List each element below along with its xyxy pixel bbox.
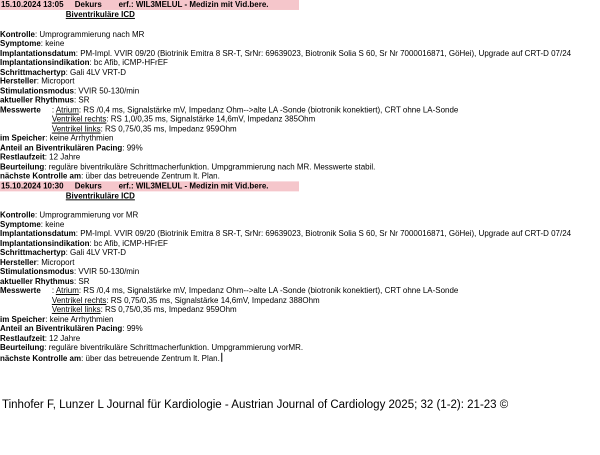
field-value: : VVIR 50-130/min bbox=[73, 267, 140, 277]
field-label: Stimulationsmodus bbox=[0, 267, 74, 277]
field-value: : 12 Jahre bbox=[44, 333, 81, 343]
field-speicher bbox=[0, 314, 598, 323]
entry-header[interactable] bbox=[0, 0, 299, 10]
field-label: aktueller Rhythmus bbox=[0, 276, 75, 286]
field-schrittmachertyp bbox=[0, 248, 598, 257]
field-kontrolle bbox=[0, 210, 598, 219]
messwerte-rows bbox=[52, 286, 458, 314]
field-naechste-kontrolle[interactable] bbox=[0, 352, 598, 362]
field-label: Symptome bbox=[0, 38, 41, 48]
entry-signer: erf.: WIL3MELUL - Medizin mit Vid.bere. bbox=[118, 180, 269, 190]
messwert-value: : RS /0,4 ms, Signalstärke mV, Impedanz Ohm-->alte LA -Sonde (biotronik konektiert), CRT ohne LA-Sonde bbox=[78, 105, 459, 115]
field-label: Messwerte bbox=[0, 105, 41, 115]
field-label: Kontrolle bbox=[0, 29, 35, 39]
messwert-name: Atrium bbox=[55, 286, 79, 296]
field-label: im Speicher bbox=[0, 133, 46, 143]
dekurs-entry-2 bbox=[0, 181, 598, 363]
field-value: : keine Arrhythmien bbox=[45, 314, 114, 324]
field-beurteilung bbox=[0, 343, 598, 352]
field-stimulationsmodus bbox=[0, 86, 598, 95]
messwert-row bbox=[52, 115, 458, 124]
field-value: : Umprogrammierung nach MR bbox=[34, 29, 145, 39]
field-label: Implantationsdatum bbox=[0, 48, 76, 58]
field-value: : Gali 4LV VRT-D bbox=[65, 248, 127, 258]
entry-title: Biventrikuläre ICD bbox=[65, 9, 135, 19]
field-value: : 99% bbox=[122, 323, 143, 333]
field-label: aktueller Rhythmus bbox=[0, 95, 75, 105]
field-label: Stimulationsmodus bbox=[0, 86, 74, 96]
field-label: Schrittmachertyp bbox=[0, 248, 66, 258]
messwert-row bbox=[52, 286, 458, 295]
field-label: Messwerte bbox=[0, 286, 41, 296]
field-implantationsdatum bbox=[0, 48, 598, 57]
field-label: Symptome bbox=[0, 219, 41, 229]
field-value: : keine Arrhythmien bbox=[45, 133, 114, 143]
field-messwerte bbox=[0, 105, 598, 133]
field-value: : PM-Impl. VVIR 09/20 (Biotrinik Emitra 8 SR-T, SrNr: 69639023, Biotronik Solia S 60, Sr Nr 7000016871, GöHei), Upgrade auf CRT-D 07/24 bbox=[75, 229, 572, 239]
field-value: : Umprogrammierung vor MR bbox=[34, 210, 139, 220]
field-value: : bc Afib, iCMP-HFrEF bbox=[89, 238, 168, 248]
messwert-name: Ventrikel rechts bbox=[51, 114, 107, 124]
entry-header[interactable] bbox=[0, 181, 299, 191]
field-label: nächste Kontrolle am bbox=[0, 353, 82, 363]
entry-signer: erf.: WIL3MELUL - Medizin mit Vid.bere. bbox=[118, 0, 269, 9]
field-value: : VVIR 50-130/min bbox=[73, 86, 140, 96]
field-label: Implantationsindikation bbox=[0, 238, 90, 248]
field-value: : 99% bbox=[122, 143, 143, 152]
field-label: Implantationsindikation bbox=[0, 57, 90, 67]
field-label: Beurteilung bbox=[0, 342, 45, 352]
field-value: : reguläre biventrikuläre Schrittmacherfunktion. Umpgrammierung vorMR. bbox=[44, 342, 304, 352]
messwert-name: Ventrikel rechts bbox=[51, 295, 107, 305]
field-value: : Gali 4LV VRT-D bbox=[65, 67, 127, 77]
field-symptome bbox=[0, 39, 598, 48]
field-label: Anteil an Biventrikulären Pacing bbox=[0, 143, 123, 152]
messwert-row bbox=[52, 296, 458, 305]
field-value: : SR bbox=[74, 95, 90, 105]
field-messwerte bbox=[0, 286, 598, 314]
field-value: : 12 Jahre bbox=[44, 152, 81, 162]
field-label: Hersteller bbox=[0, 76, 37, 86]
messwert-value: : RS /0,4 ms, Signalstärke mV, Impedanz Ohm-->alte LA -Sonde (biotronik konektiert), CRT ohne LA-Sonde bbox=[78, 286, 459, 296]
messwert-colon: : bbox=[51, 286, 55, 296]
field-label: Restlaufzeit bbox=[0, 152, 45, 162]
entry-date: 15.10.2024 10:30 bbox=[0, 180, 64, 190]
field-implantationsdatum bbox=[0, 229, 598, 238]
messwert-value: : RS 0,75/0,35 ms, Impedanz 959Ohm bbox=[100, 124, 237, 134]
field-label: Anteil an Biventrikulären Pacing bbox=[0, 323, 123, 333]
field-symptome bbox=[0, 220, 598, 229]
entry-kind: Dekurs bbox=[74, 180, 102, 190]
messwerte-rows bbox=[52, 105, 458, 133]
field-naechste-kontrolle bbox=[0, 171, 598, 180]
messwert-name: Atrium bbox=[55, 105, 79, 115]
field-implantationsindikation bbox=[0, 239, 598, 248]
field-stimulationsmodus bbox=[0, 267, 598, 276]
messwert-value: : RS 0,75/0,35 ms, Signalstärke 14,6mV, Impedanz 388Ohm bbox=[106, 295, 320, 305]
field-value: : Microport bbox=[36, 76, 75, 86]
messwert-value: : RS 0,75/0,35 ms, Impedanz 959Ohm bbox=[100, 304, 237, 314]
messwert-row bbox=[52, 105, 458, 114]
field-value: : über das betreuende Zentrum lt. Plan. bbox=[81, 353, 220, 363]
field-rhythmus bbox=[0, 277, 598, 286]
journal-citation: Tinhofer F, Lunzer L Journal für Kardiologie - Austrian Journal of Cardiology 2025; 32 (1-2): 21-23 © bbox=[2, 399, 509, 411]
field-label: Kontrolle bbox=[0, 210, 35, 220]
field-restlaufzeit bbox=[0, 333, 598, 342]
field-label: Beurteilung bbox=[0, 161, 45, 171]
field-schrittmachertyp bbox=[0, 67, 598, 76]
field-label: nächste Kontrolle am bbox=[0, 171, 82, 181]
messwert-row bbox=[52, 305, 458, 314]
field-label: Implantationsdatum bbox=[0, 229, 76, 239]
messwert-row bbox=[52, 124, 458, 133]
field-label: im Speicher bbox=[0, 314, 46, 324]
field-rhythmus bbox=[0, 96, 598, 105]
messwert-name: Ventrikel links bbox=[51, 124, 101, 134]
field-label: Hersteller bbox=[0, 257, 37, 267]
field-value: : über das betreuende Zentrum lt. Plan. bbox=[81, 171, 220, 181]
field-restlaufzeit bbox=[0, 152, 598, 161]
field-hersteller bbox=[0, 77, 598, 86]
field-value: : keine bbox=[40, 219, 65, 229]
field-label: Restlaufzeit bbox=[0, 333, 45, 343]
entry-kind: Dekurs bbox=[74, 0, 102, 9]
field-value: : bc Afib, iCMP-HFrEF bbox=[89, 57, 168, 67]
field-pacing bbox=[0, 324, 598, 333]
field-value: : Microport bbox=[36, 257, 75, 267]
field-label: Schrittmachertyp bbox=[0, 67, 66, 77]
field-value: : SR bbox=[74, 276, 90, 286]
field-value: : reguläre biventrikuläre Schrittmacherfunktion. Umpgrammierung nach MR. Messwerte stabil. bbox=[44, 161, 376, 171]
messwert-colon: : bbox=[51, 105, 55, 115]
field-implantationsindikation bbox=[0, 58, 598, 67]
field-value: : keine bbox=[40, 38, 65, 48]
entry-date: 15.10.2024 13:05 bbox=[0, 0, 64, 9]
text-cursor bbox=[221, 352, 222, 361]
dekurs-entry-1 bbox=[0, 0, 598, 181]
field-speicher bbox=[0, 134, 598, 143]
field-pacing bbox=[0, 143, 598, 152]
field-value: : PM-Impl. VVIR 09/20 (Biotrinik Emitra 8 SR-T, SrNr: 69639023, Biotronik Solia S 60, Sr Nr 7000016871, GöHei), Upgrade auf CRT-D 07/24 bbox=[75, 48, 572, 58]
field-hersteller bbox=[0, 258, 598, 267]
field-beurteilung bbox=[0, 162, 598, 171]
messwert-name: Ventrikel links bbox=[51, 304, 101, 314]
entry-title: Biventrikuläre ICD bbox=[65, 190, 135, 200]
messwert-value: : RS 1,0/0,35 ms, Signalstärke 14,6mV, Impedanz 385Ohm bbox=[106, 114, 316, 124]
field-kontrolle bbox=[0, 29, 598, 38]
